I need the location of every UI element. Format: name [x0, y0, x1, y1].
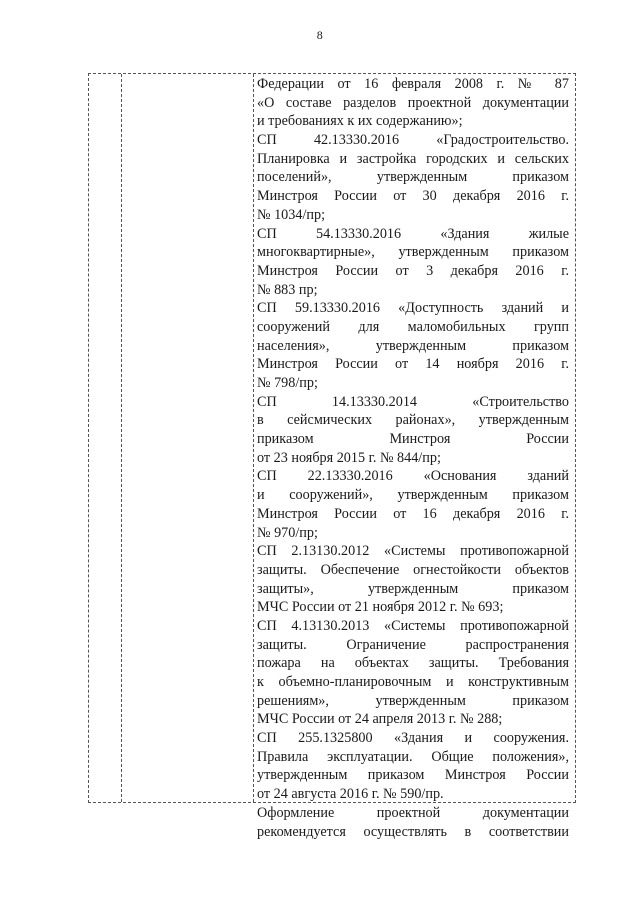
- text-line: пожара на объектах защиты. Требования: [257, 655, 569, 672]
- text-line: СП 42.13330.2016 «Градостроительство.: [257, 132, 569, 149]
- document-table: [88, 73, 576, 840]
- text-line: СП 59.13330.2016 «Доступность зданий и: [257, 300, 569, 317]
- text-line: № 883 пр;: [257, 281, 318, 298]
- text-line: № 798/пр;: [257, 375, 318, 391]
- text-line: СП 2.13130.2012 «Системы противопожарной: [257, 543, 569, 560]
- text-line: СП 54.13330.2016 «Здания жилые: [257, 225, 569, 242]
- text-line: сооружений для маломобильных групп: [257, 318, 569, 335]
- column-divider-2: [253, 74, 254, 802]
- text-line: СП 22.13330.2016 «Основания зданий: [257, 468, 569, 485]
- text-line: и требованиях к их содержанию»;: [257, 113, 463, 130]
- text-line: приказом Минстроя России: [257, 431, 569, 448]
- text-line: многоквартирные», утвержденным приказом: [257, 244, 569, 261]
- text-line: утвержденным приказом Минстроя России: [257, 767, 569, 784]
- text-line: защиты. Обеспечение огнестойкости объектов: [257, 561, 569, 578]
- text-line: МЧС России от 21 ноября 2012 г. № 693;: [257, 599, 504, 616]
- text-line: Минстроя России от 30 декабря 2016 г.: [257, 188, 569, 205]
- text-line: Федерации от 16 февраля 2008 г. № 87: [257, 76, 569, 92]
- text-line: № 1034/пр;: [257, 206, 326, 223]
- text-line: от 24 августа 2016 г. № 590/пр.: [257, 786, 444, 803]
- text-line: поселений», утвержденным приказом: [257, 169, 569, 186]
- text-line: в сейсмических районах», утвержденным: [257, 412, 569, 429]
- text-line: СП 14.13330.2014 «Строительство: [257, 393, 569, 410]
- text-line: Минстроя России от 3 декабря 2016 г.: [257, 262, 569, 279]
- text-line: защиты. Ограничение распространения: [257, 636, 569, 653]
- text-line: к объемно-планировочным и конструктивным: [257, 674, 569, 690]
- table-cell-text: [257, 75, 569, 841]
- text-line: Минстроя России от 16 декабря 2016 г.: [257, 505, 569, 522]
- text-line: Оформление проектной документации: [257, 804, 569, 821]
- text-line: Планировка и застройка городских и сельских: [257, 150, 569, 167]
- column-divider-1: [121, 74, 122, 802]
- text-line: и сооружений», утвержденным приказом: [257, 487, 569, 504]
- text-line: Правила эксплуатации. Общие положения»,: [257, 748, 569, 765]
- text-line: «О составе разделов проектной документации: [257, 94, 569, 111]
- page-number: 8: [316, 28, 324, 42]
- text-line: рекомендуется осуществлять в соответствии: [257, 823, 569, 840]
- text-line: Минстроя России от 14 ноября 2016 г.: [257, 356, 569, 373]
- text-line: МЧС России от 24 апреля 2013 г. № 288;: [257, 711, 503, 728]
- text-line: СП 255.1325800 «Здания и сооружения.: [257, 730, 569, 747]
- text-line: от 23 ноября 2015 г. № 844/пр;: [257, 449, 441, 466]
- text-line: решениям», утвержденным приказом: [257, 692, 569, 709]
- text-line: СП 4.13130.2013 «Системы противопожарной: [257, 617, 569, 634]
- text-line: населения», утвержденным приказом: [257, 337, 569, 354]
- text-line: № 970/пр;: [257, 524, 318, 541]
- text-line: защиты», утвержденным приказом: [257, 580, 569, 597]
